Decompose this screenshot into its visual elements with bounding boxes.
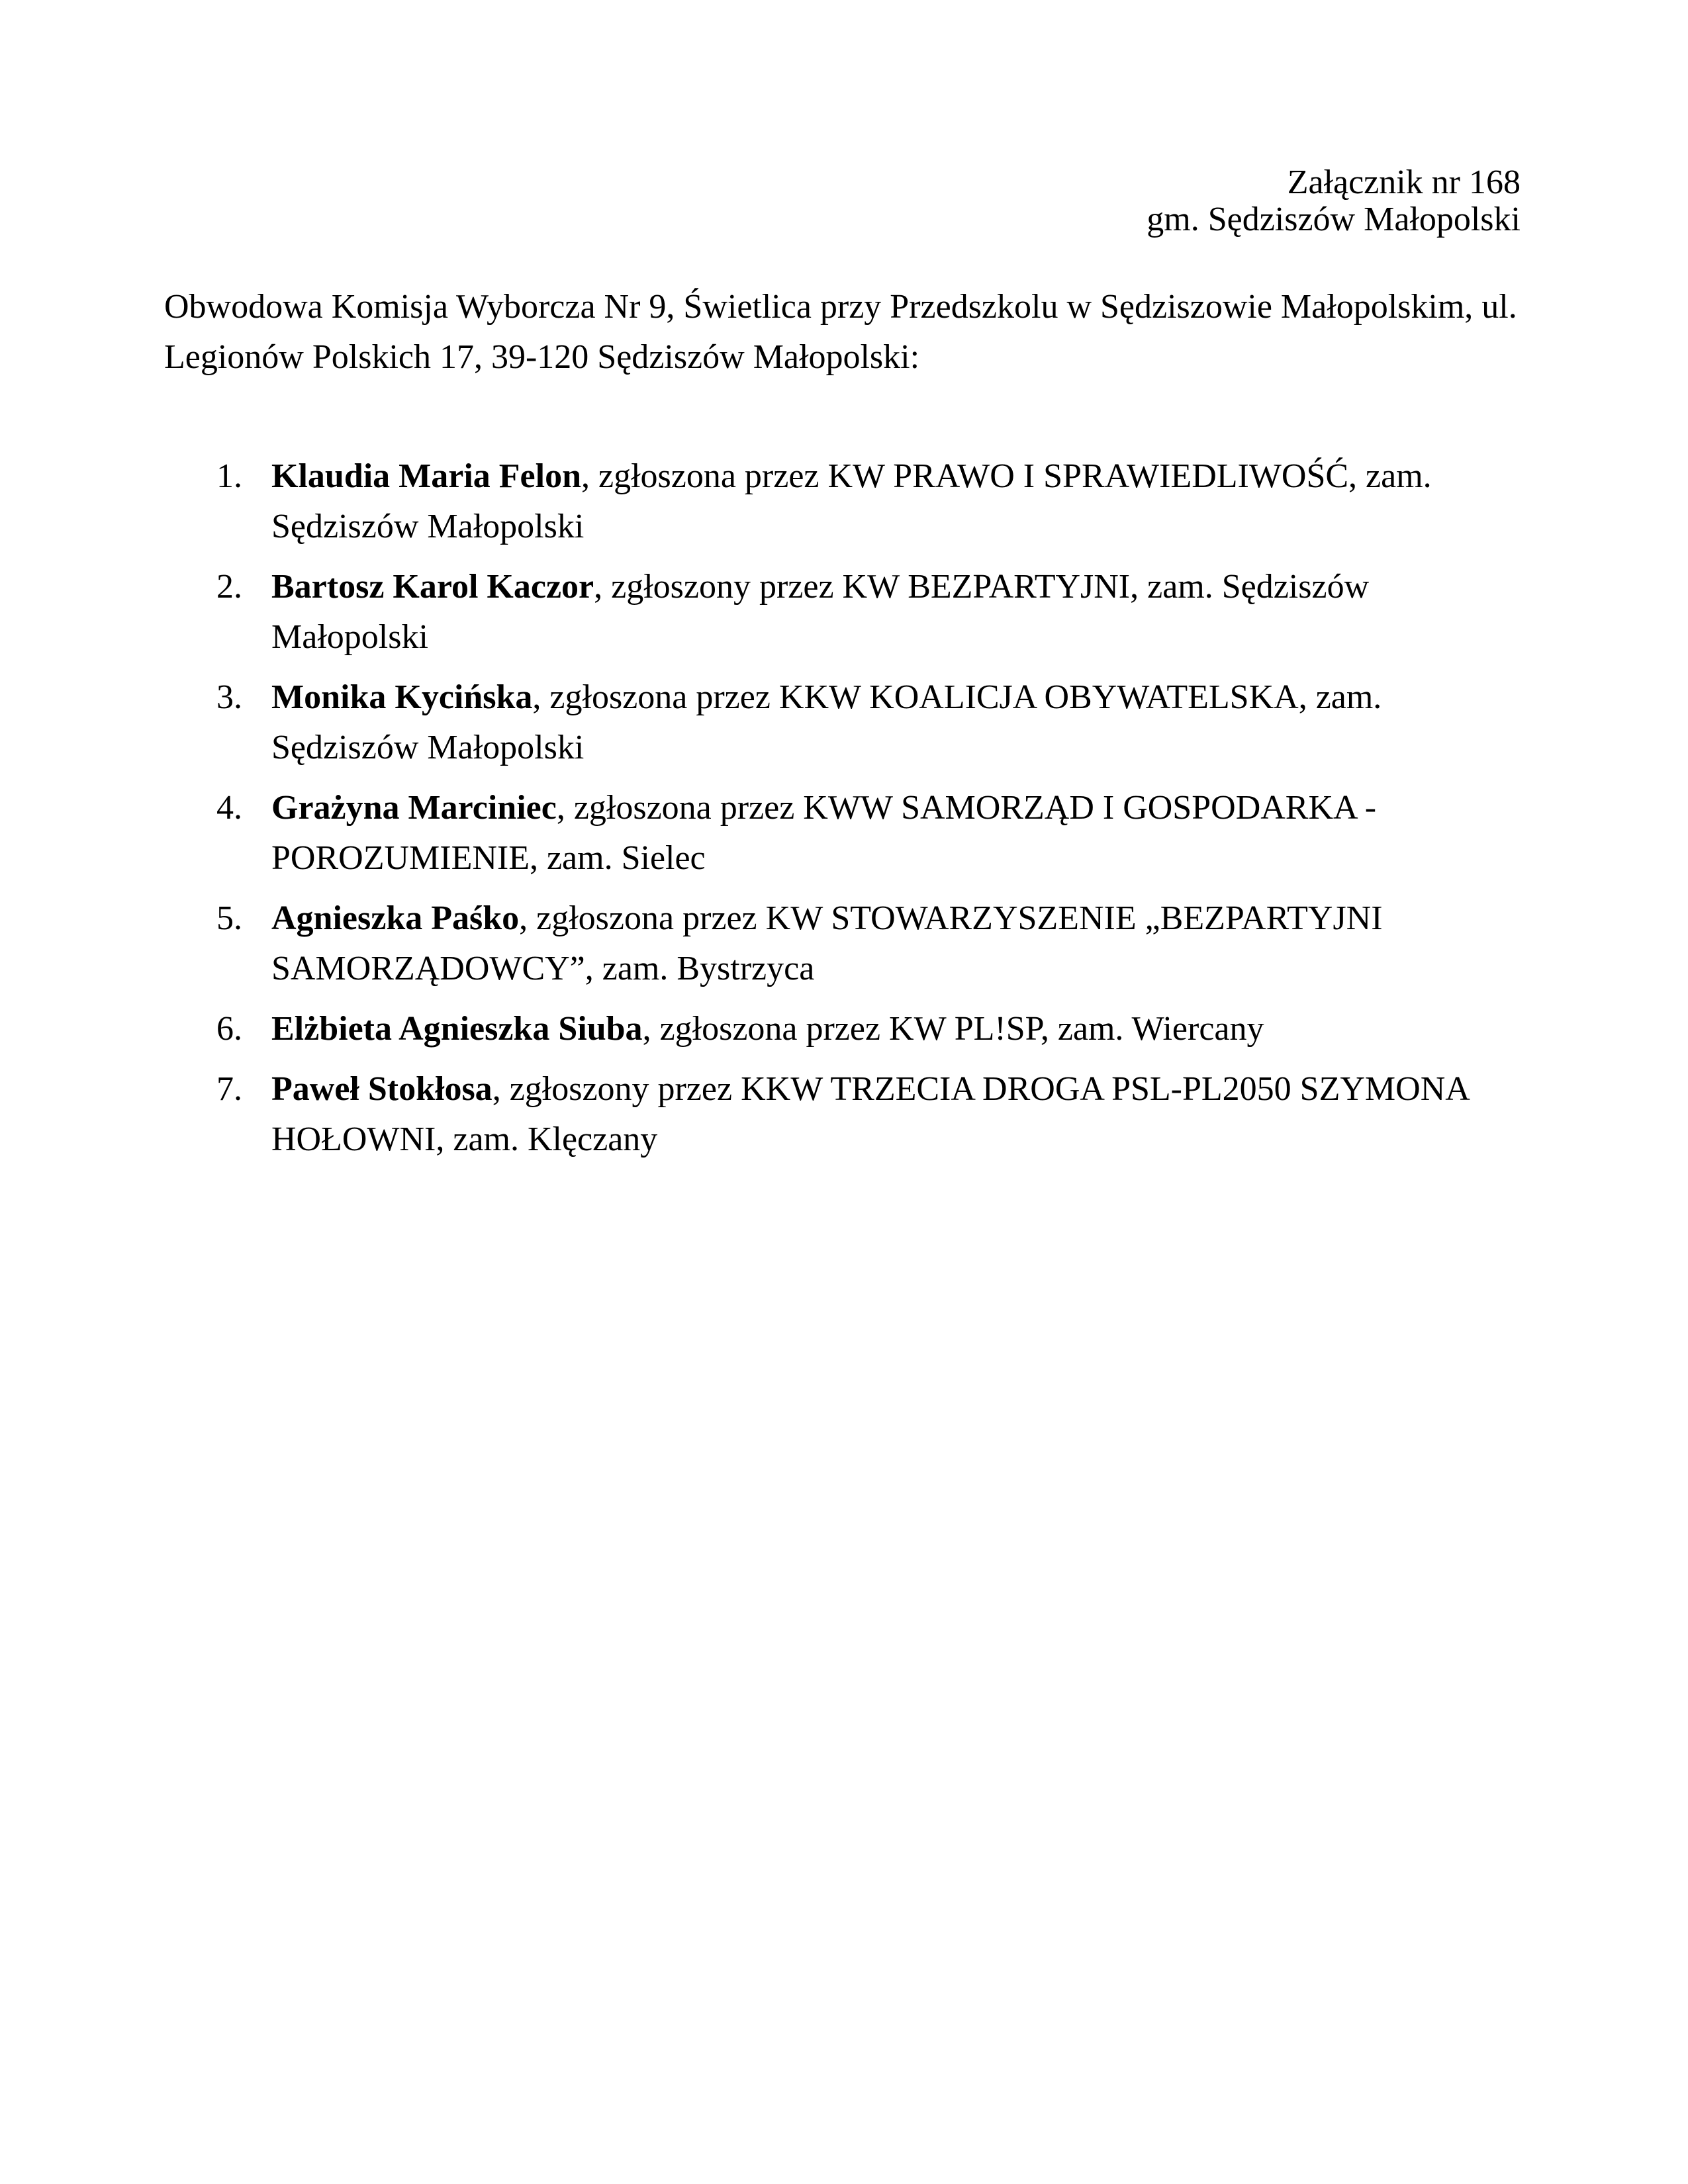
member-details: , zgłoszona przez KW STOWARZYSZENIE „BEZPARTYJNI SAMORZĄDOWCY”, zam. Bystrzyca bbox=[271, 899, 1383, 987]
member-number: 1. bbox=[216, 457, 242, 495]
member-number: 4. bbox=[216, 789, 242, 827]
attachment-header bbox=[0, 164, 1521, 238]
commission-intro-line-1: Obwodowa Komisja Wyborcza Nr 9, Świetlica przy Przedszkolu w Sędziszowie Małopolskim, ul. bbox=[164, 288, 1517, 326]
member-text bbox=[271, 1010, 1264, 1048]
attachment-municipality: gm. Sędziszów Małopolski bbox=[1147, 201, 1521, 238]
member-name: Monika Kycińska bbox=[271, 678, 533, 716]
member-text bbox=[271, 899, 1383, 987]
member-item bbox=[216, 893, 1523, 994]
member-item bbox=[216, 562, 1523, 662]
member-name: Bartosz Karol Kaczor bbox=[271, 568, 594, 606]
member-number: 3. bbox=[216, 678, 242, 716]
member-name: Klaudia Maria Felon bbox=[271, 457, 581, 495]
member-details: , zgłoszony przez KKW TRZECIA DROGA PSL-PL2050 SZYMONA HOŁOWNI, zam. Klęczany bbox=[271, 1070, 1468, 1158]
member-name: Agnieszka Paśko bbox=[271, 899, 520, 937]
member-details: , zgłoszona przez KW PL!SP, zam. Wiercany bbox=[642, 1010, 1264, 1048]
member-number: 2. bbox=[216, 568, 242, 606]
commission-intro-line-2: Legionów Polskich 17, 39-120 Sędziszów Małopolski: bbox=[164, 338, 920, 376]
member-text bbox=[271, 457, 1432, 545]
member-details: , zgłoszona przez KKW KOALICJA OBYWATELSKA, zam. Sędziszów Małopolski bbox=[271, 678, 1382, 766]
member-details: , zgłoszony przez KW BEZPARTYJNI, zam. Sędziszów Małopolski bbox=[271, 568, 1370, 656]
member-item bbox=[216, 1064, 1523, 1165]
member-text bbox=[271, 789, 1376, 877]
member-details: , zgłoszona przez KWW SAMORZĄD I GOSPODARKA - POROZUMIENIE, zam. Sielec bbox=[271, 789, 1377, 877]
member-item bbox=[216, 672, 1523, 773]
member-text bbox=[271, 568, 1369, 656]
commission-intro bbox=[164, 282, 1521, 383]
member-name: Paweł Stokłosa bbox=[271, 1070, 492, 1108]
member-number: 7. bbox=[216, 1070, 242, 1108]
attachment-number: Załącznik nr 168 bbox=[1287, 163, 1521, 201]
member-list bbox=[216, 451, 1523, 1165]
member-item bbox=[216, 1004, 1523, 1054]
member-item bbox=[216, 451, 1523, 552]
member-number: 6. bbox=[216, 1010, 242, 1048]
member-name: Elżbieta Agnieszka Siuba bbox=[271, 1010, 643, 1048]
member-text bbox=[271, 1070, 1468, 1158]
member-details: , zgłoszona przez KW PRAWO I SPRAWIEDLIWOŚĆ, zam. Sędziszów Małopolski bbox=[271, 457, 1432, 545]
member-number: 5. bbox=[216, 899, 242, 937]
member-name: Grażyna Marciniec bbox=[271, 789, 557, 827]
member-item bbox=[216, 783, 1523, 884]
member-text bbox=[271, 678, 1382, 766]
